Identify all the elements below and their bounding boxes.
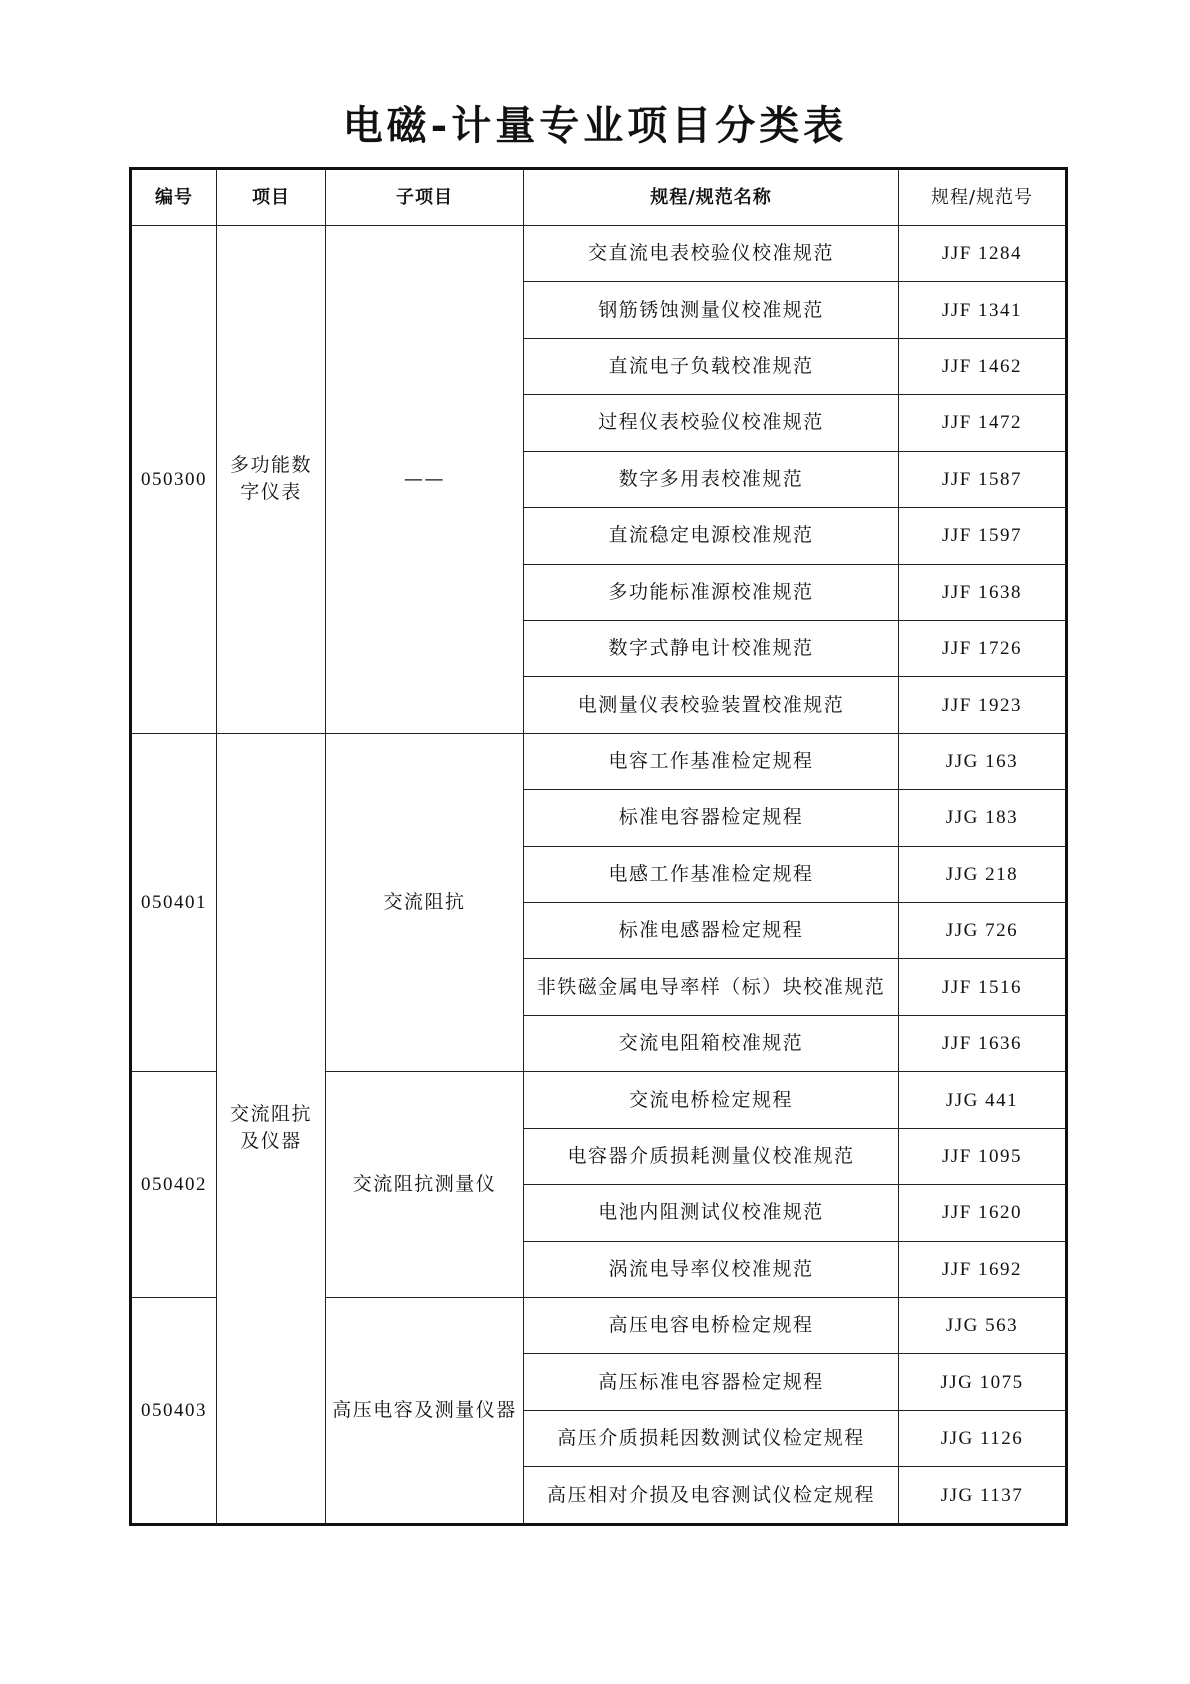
- header-number: 规程/规范号: [899, 169, 1067, 226]
- standard-number-cell: JJF 1636: [899, 1015, 1067, 1071]
- standard-number-cell: JJF 1587: [899, 451, 1067, 507]
- standard-name-cell: 高压介质损耗因数测试仪检定规程: [524, 1410, 899, 1466]
- standard-name-cell: 电池内阻测试仪校准规范: [524, 1185, 899, 1241]
- table-row: [131, 226, 1067, 282]
- classification-table: [129, 167, 1068, 1526]
- standard-number-cell: JJF 1284: [899, 226, 1067, 282]
- standard-name-cell: 高压相对介损及电容测试仪检定规程: [524, 1467, 899, 1525]
- header-subitem: 子项目: [326, 169, 524, 226]
- subitem-cell: ——: [326, 226, 524, 734]
- standard-number-cell: JJF 1095: [899, 1128, 1067, 1184]
- standard-name-cell: 直流电子负载校准规范: [524, 338, 899, 394]
- standard-number-cell: JJG 1137: [899, 1467, 1067, 1525]
- code-cell: 050403: [131, 1298, 217, 1525]
- standard-number-cell: JJF 1692: [899, 1241, 1067, 1297]
- standard-name-cell: 高压标准电容器检定规程: [524, 1354, 899, 1410]
- standard-number-cell: JJF 1726: [899, 620, 1067, 676]
- standard-number-cell: JJF 1923: [899, 677, 1067, 733]
- standard-name-cell: 交直流电表校验仪校准规范: [524, 226, 899, 282]
- standard-number-cell: JJF 1638: [899, 564, 1067, 620]
- standard-name-cell: 数字多用表校准规范: [524, 451, 899, 507]
- standard-name-cell: 交流电阻箱校准规范: [524, 1015, 899, 1071]
- subitem-cell: 交流阻抗: [326, 733, 524, 1072]
- standard-name-cell: 过程仪表校验仪校准规范: [524, 395, 899, 451]
- standard-number-cell: JJG 1126: [899, 1410, 1067, 1466]
- code-cell: 050300: [131, 226, 217, 734]
- standard-name-cell: 标准电感器检定规程: [524, 903, 899, 959]
- standard-name-cell: 标准电容器检定规程: [524, 790, 899, 846]
- standard-number-cell: JJG 563: [899, 1298, 1067, 1354]
- standard-name-cell: 钢筋锈蚀测量仪校准规范: [524, 282, 899, 338]
- header-row: [131, 169, 1067, 226]
- table-row: [131, 733, 1067, 789]
- standard-name-cell: 电感工作基准检定规程: [524, 846, 899, 902]
- standard-name-cell: 多功能标准源校准规范: [524, 564, 899, 620]
- standard-number-cell: JJF 1516: [899, 959, 1067, 1015]
- standard-number-cell: JJG 726: [899, 903, 1067, 959]
- standard-number-cell: JJG 163: [899, 733, 1067, 789]
- standard-name-cell: 直流稳定电源校准规范: [524, 508, 899, 564]
- standard-name-cell: 交流电桥检定规程: [524, 1072, 899, 1128]
- standard-number-cell: JJF 1597: [899, 508, 1067, 564]
- standard-name-cell: 电容工作基准检定规程: [524, 733, 899, 789]
- header-code: 编号: [131, 169, 217, 226]
- standard-name-cell: 电测量仪表校验装置校准规范: [524, 677, 899, 733]
- item-cell: 交流阻抗及仪器: [217, 733, 326, 1524]
- standard-number-cell: JJG 441: [899, 1072, 1067, 1128]
- page-title: 电磁-计量专业项目分类表: [342, 102, 848, 149]
- standard-number-cell: JJF 1620: [899, 1185, 1067, 1241]
- standard-name-cell: 高压电容电桥检定规程: [524, 1298, 899, 1354]
- item-cell: 多功能数字仪表: [217, 226, 326, 734]
- standard-name-cell: 非铁磁金属电导率样（标）块校准规范: [524, 959, 899, 1015]
- standard-number-cell: JJG 183: [899, 790, 1067, 846]
- standard-name-cell: 电容器介质损耗测量仪校准规范: [524, 1128, 899, 1184]
- header-name: 规程/规范名称: [524, 169, 899, 226]
- standard-number-cell: JJF 1341: [899, 282, 1067, 338]
- code-cell: 050401: [131, 733, 217, 1072]
- standard-name-cell: 数字式静电计校准规范: [524, 620, 899, 676]
- standard-number-cell: JJG 1075: [899, 1354, 1067, 1410]
- standard-number-cell: JJF 1462: [899, 338, 1067, 394]
- standard-number-cell: JJG 218: [899, 846, 1067, 902]
- subitem-cell: 交流阻抗测量仪: [326, 1072, 524, 1298]
- standard-name-cell: 涡流电导率仪校准规范: [524, 1241, 899, 1297]
- code-cell: 050402: [131, 1072, 217, 1298]
- standard-number-cell: JJF 1472: [899, 395, 1067, 451]
- header-item: 项目: [217, 169, 326, 226]
- subitem-cell: 高压电容及测量仪器: [326, 1298, 524, 1525]
